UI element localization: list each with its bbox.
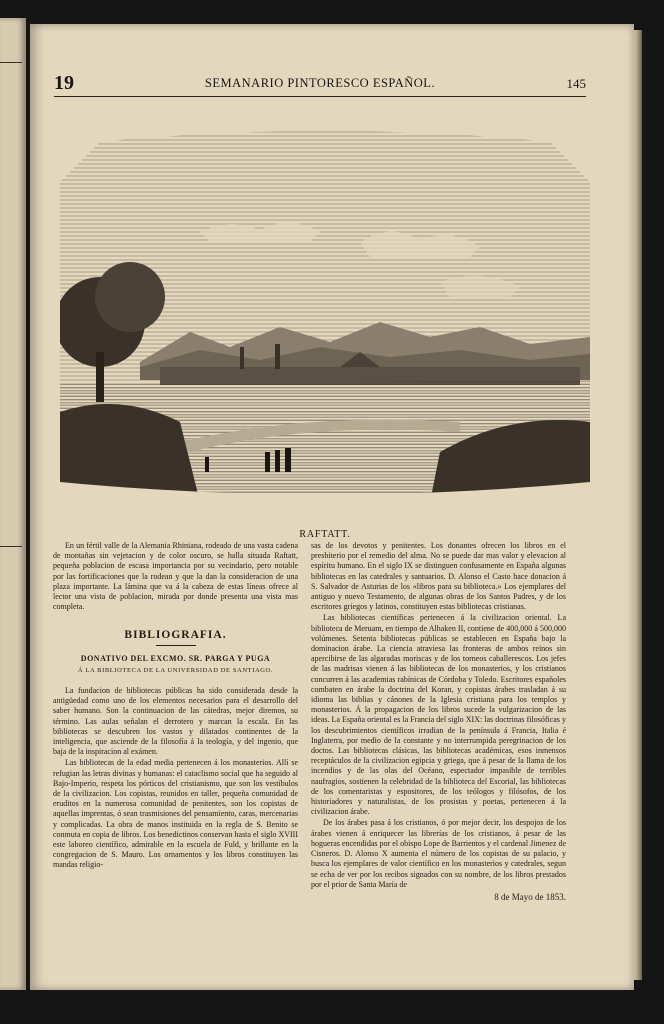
left-page-rule	[0, 546, 22, 547]
page	[30, 24, 634, 990]
figure	[275, 450, 280, 472]
tree-trunk	[96, 352, 104, 402]
column-right	[311, 541, 566, 902]
section-rule	[156, 645, 196, 646]
church-tower	[240, 347, 244, 369]
left-page-edge	[0, 18, 26, 990]
page-number: 145	[566, 76, 586, 91]
body-paragraph: Las bibliotecas de la edad media pertenecen á los monasterios. Allí se refugian las letras divinas y humanas: el cataclismo social que ha seguido al Bajo-Imperio, respeta los pórticos del cristianismo, que son los vestíbulos de la civilizacion. Los copistas, reunidos en taller, pequeña comunidad de eruditos en la numerosa comunidad de penitentes, son los copistas de aquellas imprentas, ó sean trasmisiones del pensamiento, caras, mercenarias y complicadas. La obra de manos instituida en la regla de S. Benito se conmuta en copia de libros. Los benedictinos conservan hasta el siglo XVIII este laboreo científico, admirable en la escuela de Fuld, y brillante en la congregacion de S. Mauro. Los ornamentos y los libros constituyen las mandas religio-	[53, 758, 298, 870]
article-subsubtitle: Á LA BIBLIOTECA DE LA UNIVERSIDAD DE SANTIAGO.	[77, 666, 274, 674]
column-left	[53, 541, 298, 872]
body-paragraph: sas de los devotos y penitentes. Los donantes ofrecen los libros en el presbiterio por el remedio del alma. No se puede dar mas valor y elevacion al espíritu humano. En el siglo IX se distinguen confusamente en España algunas bibliotecas en las catedrales y santuarios. D. Alonso el Casto hace donacion á S. Salvador de Asturias de los «libros para su biblioteca.» Los ejemplares del antiguo y nuevo Testamento, de algunas obras de los Santos Padres, y de los escritores griegos y latinos, constituyen estas bibliotecas cristianas.	[311, 541, 566, 612]
figure	[205, 457, 209, 472]
article-subtitle: DONATIVO DEL EXCMO. SR. PARGA Y PUGA	[80, 653, 271, 663]
section-title: BIBLIOGRAFIA.	[124, 629, 227, 642]
body-paragraph: Las bibliotecas científicas pertenecen á la civilizacion oriental. La biblioteca de Meruam, en tiempo de Alhaken II, contiene de 400,000 á 500,000 volúmenes. Setenta bibliotecas públicas se establecen en España bajo la dominacion árabe. La ciencia atraviesa las fronteras de ambos reinos sin apercibirse de las algaradas moriscas y de los torneos caballerescos. Los jefes de las madrisas vienen á las bibliotecas de los monasterios, y los cristianos concurren á las academias rabínicas de Córdoba y Toledo. Escritores españoles combaten en árabe la doctrina del Koran, y copistas árabes trasladan á su idioma las biblias y cánones de la Iglesia cristiana para los templos y monasterios. Á la propagacion de los libros sucede la vulgarizacion de las ideas. La España oriental es la Francia del siglo XIX: las doctrinas filosóficas y los descubrimientos científicos irradian de la península á Francia, Italia é Inglaterra, por medio de la constante y no interrumpida peregrinacion de los doctos. Las bibliotecas clásicas, las bibliotecas académicas, esos inmensos receptáculos de la civilizacion egipcia y griega, que á pesar de la llama de los incendios y de las olas del Océano, espectador impasible de terribles naufragios, sostienen la celebridad de la biblioteca del Escorial, las bibliotecas de los comentaristas y espositores, de los teólogos y filósofos, de los historiadores y naturalistas, de los prosistas y poetas, pertenecen á la civilizacion árabe.	[311, 613, 566, 817]
engraving-illustration	[60, 122, 590, 502]
figure	[265, 452, 270, 472]
tree	[95, 262, 165, 332]
date-line: 8 de Mayo de 1853.	[494, 891, 566, 902]
issue-number: 19	[54, 72, 74, 94]
page-header	[54, 74, 586, 96]
header-rule	[54, 96, 586, 97]
intro-paragraph: En un fértil valle de la Alemania Rhiniana, rodeado de una vasta cadena de montañas sin vejetacion y de color oscuro, se halla situada Raftatt, pequeña poblacion de escasa importancia por su vecindario, pero notable por las fortificaciones que la rodean y que la dan la consideracion de una plaza importante. La lámina que va á la cabeza de estas líneas ofrece al lector una vista de poblacion, mirada por donde presenta una vista mas completa.	[53, 541, 298, 612]
illustration-caption: RAFTATT.	[299, 529, 351, 540]
figure	[285, 448, 291, 472]
church-tower	[275, 344, 280, 369]
body-paragraph: La fundacion de bibliotecas públicas ha sido considerada desde la antigüedad como uno de los elementos necesarios para el desarrollo del saber humano. Son la continuacion de las cátedras, mejor diremos, su término. Las aulas señalan el derrotero y marcan la escala. En las bibliotecas se descubren los vastos y dilatados continentes de la inteligencia, que asciende de la filosofía á la teología, y del ingenio, que baja de la inspiracion al exámen.	[53, 686, 298, 757]
left-page-rule	[0, 62, 22, 63]
masthead: SEMANARIO PINTORESCO ESPAÑOL.	[204, 76, 436, 90]
page-stack-edge	[634, 30, 642, 980]
body-paragraph: De los árabes pasa á los cristianos, ó por mejor decir, los despojos de los árabes vienen á enriquecer las librerías de los cristianos, á pesar de las hogueras encendidas por el obispo Lope de Barrientos y el cardenal Jimenez de Cisneros. D. Alonso X aumenta el número de los copistas de su palacio, y busca los ejemplares de valor científico en los monasterios y catedrales, segun se echa de ver por los recibos signados con su nombre, de los libros prestados por el prior de Santa María de	[311, 818, 566, 889]
